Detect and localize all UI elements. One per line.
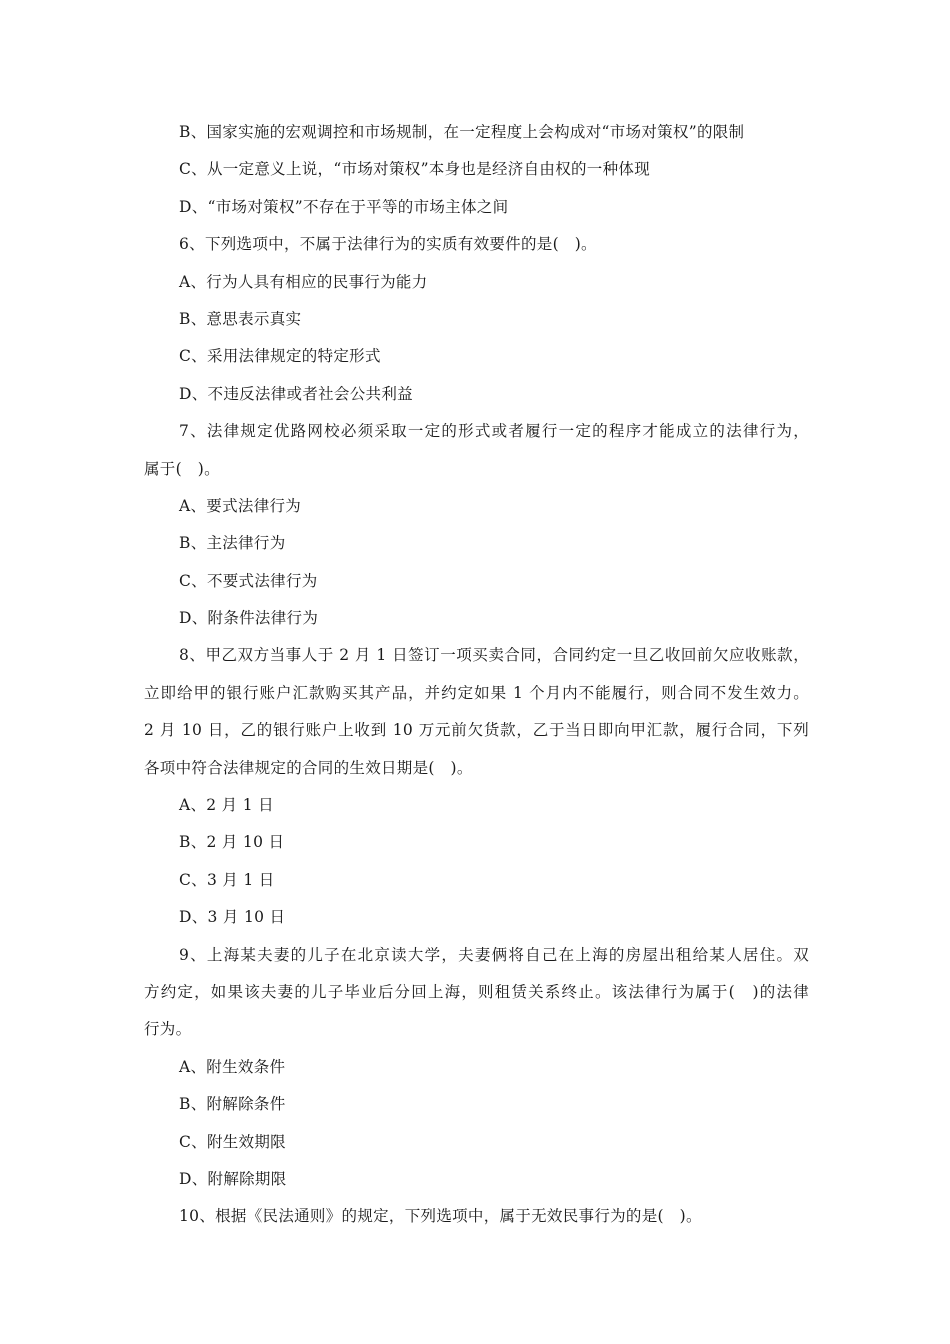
question-text: 6、下列选项中，不属于法律行为的实质有效要件的是( )。: [179, 235, 597, 254]
document-body: [144, 114, 809, 1236]
answer-option: C、附生效期限: [179, 1132, 286, 1151]
answer-option: A、要式法律行为: [179, 496, 302, 515]
answer-option: B、2 月 10 日: [179, 833, 285, 852]
question-text: 8、甲乙双方当事人于 2 月 1 日签订一项买卖合同，合同约定一旦乙收回前欠应收账款，: [179, 646, 809, 665]
answer-option: C、从一定意义上说，“市场对策权”本身也是经济自由权的一种体现: [179, 160, 651, 179]
answer-option: D、“市场对策权”不存在于平等的市场主体之间: [179, 197, 509, 216]
answer-option: A、行为人具有相应的民事行为能力: [179, 272, 428, 291]
answer-option: C、3 月 1 日: [179, 870, 275, 889]
question-text: 10、根据《民法通则》的规定，下列选项中，属于无效民事行为的是( )。: [179, 1207, 702, 1226]
answer-option: D、不违反法律或者社会公共利益: [179, 384, 413, 403]
answer-option: C、不要式法律行为: [179, 571, 318, 590]
question-text-continued: 各项中符合法律规定的合同的生效日期是( )。: [144, 758, 473, 777]
answer-option: A、2 月 1 日: [179, 796, 274, 815]
question-text: 9、上海某夫妻的儿子在北京读大学，夫妻俩将自己在上海的房屋出租给某人居住。双: [179, 945, 809, 964]
question-text-continued: 立即给甲的银行账户汇款购买其产品，并约定如果 1 个月内不能履行，则合同不发生效力。: [144, 683, 809, 702]
question-text-continued: 2 月 10 日，乙的银行账户上收到 10 万元前欠货款，乙于当日即向甲汇款，履行合同，下列: [144, 721, 809, 740]
answer-option: D、3 月 10 日: [179, 908, 286, 927]
question-text-continued: 属于( )。: [144, 459, 220, 478]
answer-option: B、附解除条件: [179, 1095, 286, 1114]
answer-option: B、主法律行为: [179, 534, 286, 553]
answer-option: C、采用法律规定的特定形式: [179, 347, 381, 366]
question-text-continued: 行为。: [144, 1020, 192, 1039]
answer-option: D、附解除期限: [179, 1169, 287, 1188]
answer-option: A、附生效条件: [179, 1057, 286, 1076]
question-text-continued: 方约定，如果该夫妻的儿子毕业后分回上海，则租赁关系终止。该法律行为属于( )的法律: [144, 982, 809, 1001]
answer-option: B、国家实施的宏观调控和市场规制，在一定程度上会构成对“市场对策权”的限制: [179, 123, 745, 141]
answer-option: D、附条件法律行为: [179, 609, 319, 628]
answer-option: B、意思表示真实: [179, 309, 302, 328]
question-text: 7、法律规定优路网校必须采取一定的形式或者履行一定的程序才能成立的法律行为，: [179, 422, 809, 441]
